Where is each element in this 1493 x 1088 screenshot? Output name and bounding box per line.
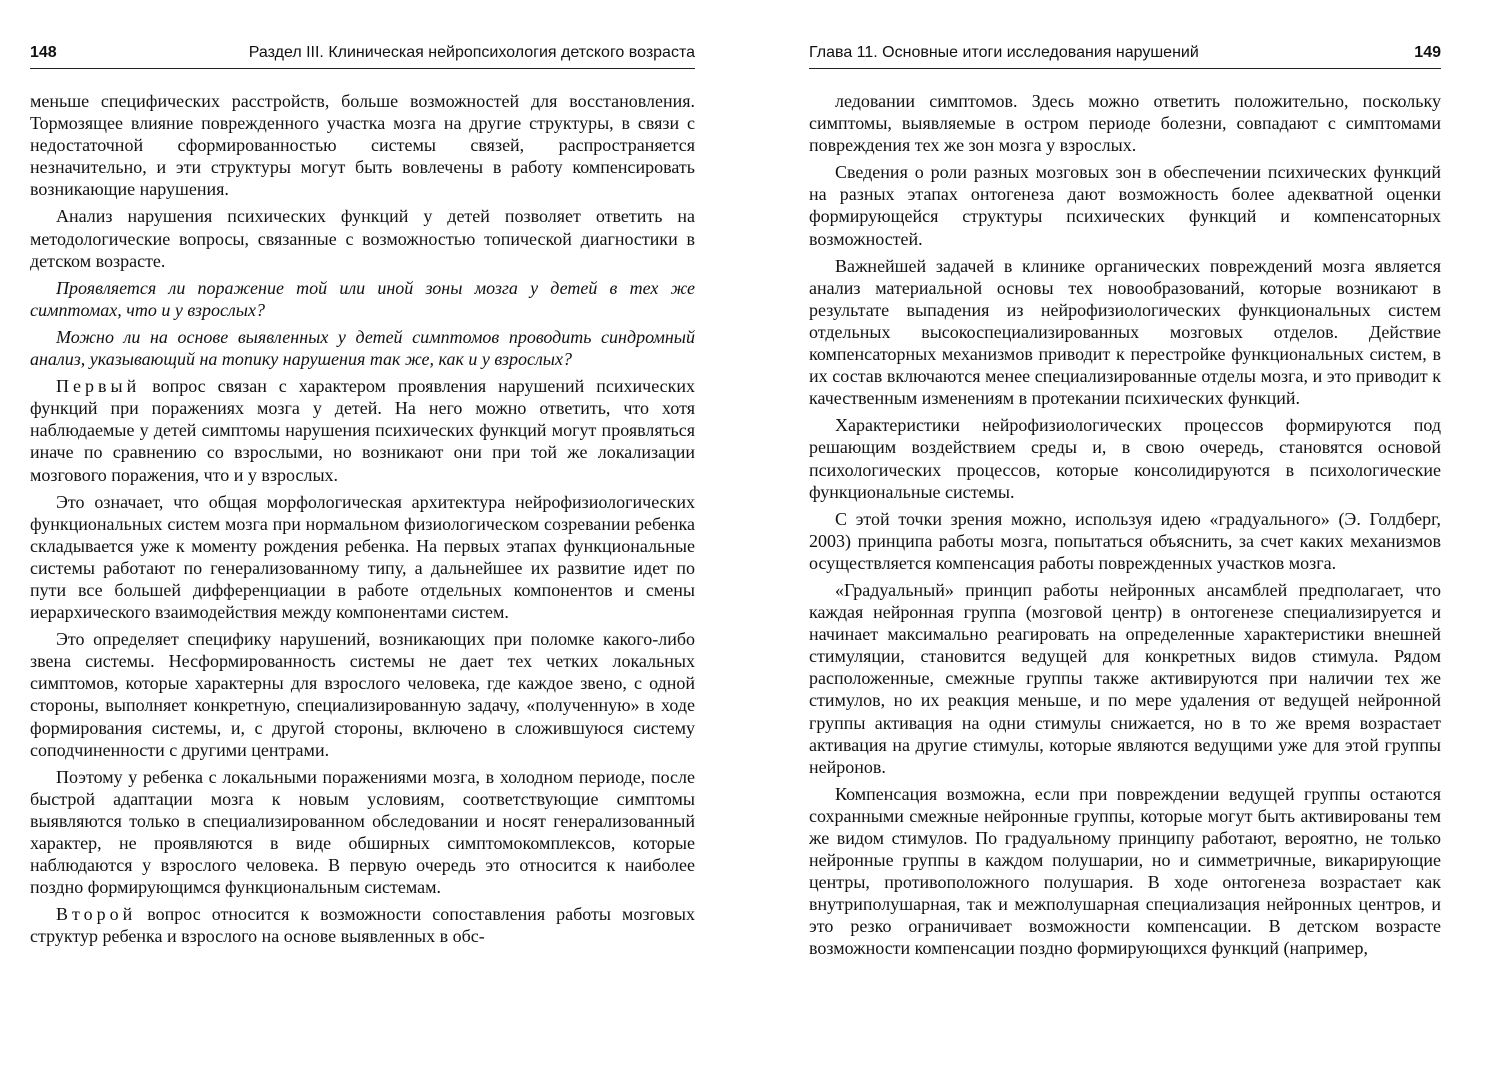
paragraph-body: вопрос относится к возможности сопоставления работы мозговых структур ребенка и взрослого на основе выявленных в обс- xyxy=(30,904,696,947)
right-body-text xyxy=(809,90,1441,965)
paragraph: Компенсация возможна, если при повреждении ведущей группы остаются сохранными смежные нейронные группы, которые могут быть активированы тем же видом стимулов. По градуальному принципу работают, вероятно, не только нейронные группы в каждом полушарии, но и симметричные, викарирующие центры, противоположного полушария. В ходе онтогенеза возрастает как внутриполушарная, так и межполушарная специализация нейронных центров, и это резко ограничивает возможности компенсации. В детском возрасте возможности компенсации поздно формирующихся функций (например, xyxy=(809,783,1441,959)
left-body-text xyxy=(30,90,695,952)
paragraph: «Градуальный» принцип работы нейронных ансамблей предполагает, что каждая нейронная группа (мозговой центр) в онтогенезе специализируется и начинает максимально реагировать на определенные характеристики внешней стимуляции, становится ведущей для конкретных видов стимула. Рядом расположенные, смежные группы также активируются при наличии тех же стимулов, но их реакция меньше, и по мере удаления от ведущей нейронной группы активация на одни стимулы снижается, но в то же время возрастает активация на другие стимулы, которые являются ведущими уже для этой группы нейронов. xyxy=(809,579,1441,777)
paragraph-body: вопрос связан с характером проявления нарушений психических функций при поражениях мозга у детей. На него можно ответить, что хотя наблюдаемые у детей симптомы нарушения психических функций могут проявляться иначе по сравнению со взрослыми, но возникают они при той же локализации мозгового поражения, что и у взрослых. xyxy=(30,376,696,485)
question-paragraph: Можно ли на основе выявленных у детей симптомов проводить синдромный анализ, указывающий на топику нарушения так же, как и у взрослых? xyxy=(30,326,695,370)
paragraph xyxy=(30,903,695,947)
question-paragraph: Проявляется ли поражение той или иной зоны мозга у детей в тех же симптомах, что и у взрослых? xyxy=(30,277,695,320)
paragraph: Сведения о роли разных мозговых зон в обеспечении психических функций на разных этапах онтогенеза дают возможность более адекватной оценки формирующейся структуры психических функций и компенсаторных возможностей. xyxy=(809,162,1441,249)
spaced-word: Первый xyxy=(56,376,141,397)
left-page-number: 148 xyxy=(30,44,57,61)
paragraph: Важнейшей задачей в клинике органических повреждений мозга является анализ материальной основы тех новообразований, которые возникают в результате выпадения из нейрофизиологических функциональных систем отдельных высокоспециализированных мозговых отделов. Действие компенсаторных механизмов приводит к перестройке функциональных систем, в их состав включаются менее специализированные отделы мозга, и это приводит к качественным изменениям в протекании психических функций. xyxy=(809,255,1441,409)
spaced-word: Второй xyxy=(56,904,137,925)
left-running-title: Раздел III. Клиническая нейропсихология детского возраста xyxy=(248,44,695,61)
paragraph xyxy=(30,375,695,485)
paragraph: С этой точки зрения можно, используя идею «градуального» (Э. Голдберг, 2003) принципа работы мозга, попытаться объяснить, за счет каких механизмов осуществляется компенсация работы поврежденных участков мозга. xyxy=(809,508,1441,573)
right-running-head xyxy=(809,38,1441,69)
paragraph: ледовании симптомов. Здесь можно ответить положительно, поскольку симптомы, выявляемые в остром периоде болезни, совпадают с симптомами повреждения тех же зон мозга у взрослых. xyxy=(809,91,1441,156)
paragraph: Это определяет специфику нарушений, возникающих при поломке какого-либо звена системы. Несформированность системы не дает тех четких локальных симптомов, которые характерны для взрослого человека, где каждое звено, с одной стороны, выполняет конкретную, специализированную задачу, «полученную» в ходе формирования системы, и, с другой стороны, включено в сложившуюся систему соподчиненности с другими центрами. xyxy=(30,629,695,760)
paragraph: Анализ нарушения психических функций у детей позволяет ответить на методологические вопросы, связанные с возможностью топической диагностики в детском возрасте. xyxy=(30,206,695,271)
paragraph: Характеристики нейрофизиологических процессов формируются под решающим воздействием среды и, в свою очередь, становятся основой психологических процессов, которые консолидируются в психологические функциональные системы. xyxy=(809,415,1441,502)
right-running-title: Глава 11. Основные итоги исследования нарушений xyxy=(809,44,1199,61)
paragraph: Поэтому у ребенка с локальными поражениями мозга, в холодном периоде, после быстрой адаптации мозга к новым условиям, соответствующие симптомы выявляются только в специализированном обследовании и носят генерализованный характер, не проявляются в виде обширных симптомокомплексов, которые наблюдаются у взрослого человека. В первую очередь это относится к наиболее поздно формирующимся функциональным системам. xyxy=(30,766,695,898)
paragraph: Это означает, что общая морфологическая архитектура нейрофизиологических функциональных систем мозга при нормальном физиологическом созревании ребенка складывается уже к моменту рождения ребенка. На первых этапах функциональные системы работают по генерализованному типу, а дальнейшее их развитие идет по пути все большей дифференциации в работе отдельных компонентов и смены иерархического взаимодействия между компонентами систем. xyxy=(30,491,695,623)
paragraph: меньше специфических расстройств, больше возможностей для восстановления. Тормозящее влияние поврежденного участка мозга на другие структуры, в связи с недостаточной сформированностью системы связей, распространяется незначительно, и эти структуры могут быть вовлечены в работу компенсировать возникающие нарушения. xyxy=(30,91,695,200)
right-page-number: 149 xyxy=(1414,44,1441,61)
right-page xyxy=(751,0,1493,1088)
left-page xyxy=(0,0,742,1088)
left-running-head xyxy=(30,38,695,69)
